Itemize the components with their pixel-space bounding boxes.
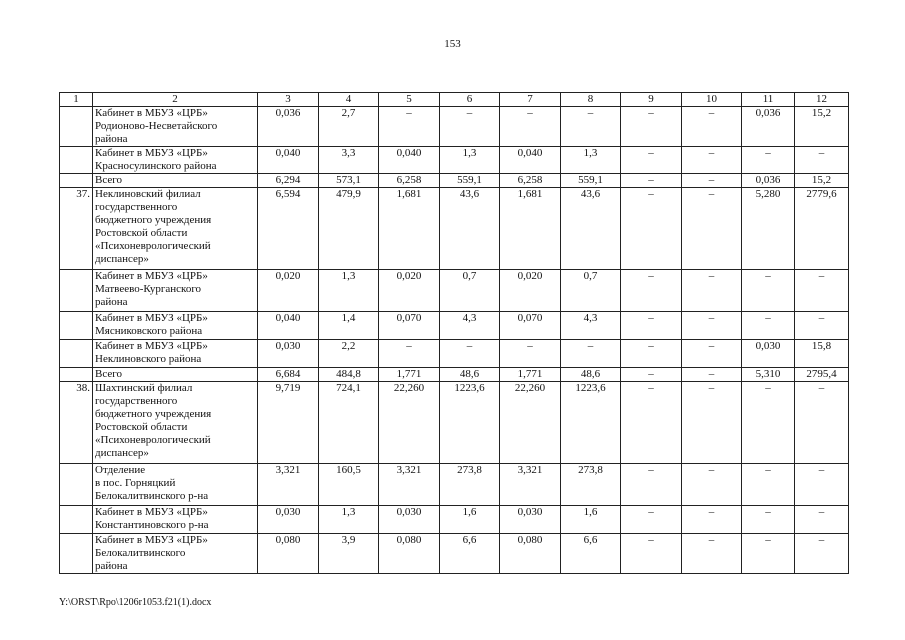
value-cell-col-9: –	[621, 506, 682, 534]
value-cell-col-11: 0,036	[742, 107, 795, 147]
value-cell-col-4: 2,2	[319, 340, 379, 368]
value-cell-col-5: –	[379, 107, 440, 147]
column-number-8: 8	[561, 93, 621, 107]
value-cell-col-4: 3,3	[319, 147, 379, 174]
value-cell-col-4: 484,8	[319, 368, 379, 382]
value-cell-col-4: 1,3	[319, 506, 379, 534]
row-number-cell	[60, 506, 93, 534]
table-row	[60, 464, 849, 506]
value-cell-col-5: 22,260	[379, 382, 440, 464]
value-cell-col-3: 6,294	[258, 174, 319, 188]
value-cell-col-5: 3,321	[379, 464, 440, 506]
table-row	[60, 340, 849, 368]
value-cell-col-8: 6,6	[561, 534, 621, 574]
value-cell-col-11: –	[742, 270, 795, 312]
value-cell-col-3: 9,719	[258, 382, 319, 464]
value-cell-col-3: 3,321	[258, 464, 319, 506]
value-cell-col-4: 479,9	[319, 188, 379, 270]
value-cell-col-8: 0,7	[561, 270, 621, 312]
value-cell-col-8: 1,6	[561, 506, 621, 534]
value-cell-col-6: –	[440, 340, 500, 368]
institution-name-cell: Кабинет в МБУЗ «ЦРБ» Красносулинского района	[93, 147, 258, 174]
row-number-cell: 37.	[60, 188, 93, 270]
file-path-footer: Y:\ORST\Rpo\1206r1053.f21(1).docx	[59, 597, 212, 608]
value-cell-col-10: –	[682, 188, 742, 270]
row-number-cell	[60, 147, 93, 174]
institution-name-cell: Всего	[93, 368, 258, 382]
data-table	[59, 92, 849, 574]
value-cell-col-12: 15,2	[795, 174, 849, 188]
value-cell-col-3: 0,080	[258, 534, 319, 574]
table-row	[60, 312, 849, 340]
value-cell-col-9: –	[621, 534, 682, 574]
value-cell-col-4: 2,7	[319, 107, 379, 147]
table-row	[60, 534, 849, 574]
value-cell-col-8: 43,6	[561, 188, 621, 270]
row-number-cell	[60, 340, 93, 368]
value-cell-col-3: 6,684	[258, 368, 319, 382]
row-number-cell: 38.	[60, 382, 93, 464]
column-number-6: 6	[440, 93, 500, 107]
value-cell-col-8: 1,3	[561, 147, 621, 174]
value-cell-col-5: 0,020	[379, 270, 440, 312]
institution-name-cell: Кабинет в МБУЗ «ЦРБ» Родионово-Несветайского района	[93, 107, 258, 147]
value-cell-col-8: 48,6	[561, 368, 621, 382]
value-cell-col-7: 1,681	[500, 188, 561, 270]
row-number-cell	[60, 107, 93, 147]
value-cell-col-8: –	[561, 340, 621, 368]
institution-name-cell: Всего	[93, 174, 258, 188]
column-number-11: 11	[742, 93, 795, 107]
value-cell-col-11: –	[742, 464, 795, 506]
value-cell-col-11: 5,310	[742, 368, 795, 382]
value-cell-col-9: –	[621, 312, 682, 340]
value-cell-col-9: –	[621, 147, 682, 174]
value-cell-col-6: 1,3	[440, 147, 500, 174]
value-cell-col-9: –	[621, 174, 682, 188]
value-cell-col-6: –	[440, 107, 500, 147]
value-cell-col-12: –	[795, 270, 849, 312]
institution-name-cell: Кабинет в МБУЗ «ЦРБ» Матвеево-Курганского района	[93, 270, 258, 312]
institution-name-cell: Кабинет в МБУЗ «ЦРБ» Неклиновского района	[93, 340, 258, 368]
value-cell-col-6: 559,1	[440, 174, 500, 188]
value-cell-col-11: –	[742, 147, 795, 174]
value-cell-col-3: 0,036	[258, 107, 319, 147]
value-cell-col-10: –	[682, 270, 742, 312]
table-row	[60, 147, 849, 174]
column-number-4: 4	[319, 93, 379, 107]
value-cell-col-12: –	[795, 464, 849, 506]
institution-name-cell: Кабинет в МБУЗ «ЦРБ» Белокалитвинского района	[93, 534, 258, 574]
value-cell-col-12: –	[795, 147, 849, 174]
institution-name-cell: Шахтинский филиал государственного бюджетного учреждения Ростовской области «Психоневрологический диспансер»	[93, 382, 258, 464]
value-cell-col-10: –	[682, 534, 742, 574]
value-cell-col-5: 0,040	[379, 147, 440, 174]
value-cell-col-3: 0,040	[258, 312, 319, 340]
value-cell-col-7: 1,771	[500, 368, 561, 382]
table-row	[60, 174, 849, 188]
value-cell-col-7: 0,040	[500, 147, 561, 174]
table-row	[60, 368, 849, 382]
value-cell-col-11: 5,280	[742, 188, 795, 270]
column-number-9: 9	[621, 93, 682, 107]
column-number-12: 12	[795, 93, 849, 107]
value-cell-col-10: –	[682, 174, 742, 188]
value-cell-col-9: –	[621, 382, 682, 464]
value-cell-col-7: 0,070	[500, 312, 561, 340]
value-cell-col-7: –	[500, 340, 561, 368]
value-cell-col-9: –	[621, 368, 682, 382]
value-cell-col-8: 4,3	[561, 312, 621, 340]
value-cell-col-10: –	[682, 107, 742, 147]
value-cell-col-10: –	[682, 464, 742, 506]
value-cell-col-6: 6,6	[440, 534, 500, 574]
table-row	[60, 382, 849, 464]
value-cell-col-9: –	[621, 107, 682, 147]
column-number-3: 3	[258, 93, 319, 107]
value-cell-col-9: –	[621, 188, 682, 270]
column-number-7: 7	[500, 93, 561, 107]
institution-name-cell: Неклиновский филиал государственного бюджетного учреждения Ростовской области «Психоневрологический диспансер»	[93, 188, 258, 270]
value-cell-col-11: –	[742, 506, 795, 534]
value-cell-col-6: 48,6	[440, 368, 500, 382]
value-cell-col-5: 1,681	[379, 188, 440, 270]
value-cell-col-10: –	[682, 340, 742, 368]
table-row	[60, 506, 849, 534]
value-cell-col-3: 6,594	[258, 188, 319, 270]
value-cell-col-7: 0,080	[500, 534, 561, 574]
value-cell-col-4: 3,9	[319, 534, 379, 574]
institution-name-cell: Отделение в пос. Горняцкий Белокалитвинского р-на	[93, 464, 258, 506]
value-cell-col-7: 3,321	[500, 464, 561, 506]
value-cell-col-5: 0,080	[379, 534, 440, 574]
value-cell-col-7: 6,258	[500, 174, 561, 188]
value-cell-col-8: 1223,6	[561, 382, 621, 464]
institution-name-cell: Кабинет в МБУЗ «ЦРБ» Константиновского р-на	[93, 506, 258, 534]
value-cell-col-7: 22,260	[500, 382, 561, 464]
value-cell-col-4: 160,5	[319, 464, 379, 506]
value-cell-col-5: 1,771	[379, 368, 440, 382]
value-cell-col-12: –	[795, 506, 849, 534]
value-cell-col-8: –	[561, 107, 621, 147]
value-cell-col-6: 43,6	[440, 188, 500, 270]
value-cell-col-7: 0,020	[500, 270, 561, 312]
value-cell-col-12: 2795,4	[795, 368, 849, 382]
value-cell-col-11: 0,036	[742, 174, 795, 188]
value-cell-col-9: –	[621, 340, 682, 368]
row-number-cell	[60, 174, 93, 188]
value-cell-col-12: –	[795, 312, 849, 340]
value-cell-col-11: –	[742, 382, 795, 464]
value-cell-col-8: 559,1	[561, 174, 621, 188]
value-cell-col-5: –	[379, 340, 440, 368]
value-cell-col-4: 1,3	[319, 270, 379, 312]
value-cell-col-6: 273,8	[440, 464, 500, 506]
value-cell-col-6: 4,3	[440, 312, 500, 340]
value-cell-col-3: 0,040	[258, 147, 319, 174]
value-cell-col-8: 273,8	[561, 464, 621, 506]
row-number-cell	[60, 464, 93, 506]
value-cell-col-12: 2779,6	[795, 188, 849, 270]
value-cell-col-4: 573,1	[319, 174, 379, 188]
row-number-cell	[60, 368, 93, 382]
institution-name-cell: Кабинет в МБУЗ «ЦРБ» Мясниковского района	[93, 312, 258, 340]
value-cell-col-11: –	[742, 534, 795, 574]
value-cell-col-9: –	[621, 464, 682, 506]
value-cell-col-5: 0,070	[379, 312, 440, 340]
value-cell-col-7: –	[500, 107, 561, 147]
column-number-2: 2	[93, 93, 258, 107]
column-number-1: 1	[60, 93, 93, 107]
row-number-cell	[60, 270, 93, 312]
value-cell-col-6: 1223,6	[440, 382, 500, 464]
value-cell-col-6: 0,7	[440, 270, 500, 312]
value-cell-col-3: 0,020	[258, 270, 319, 312]
value-cell-col-12: 15,8	[795, 340, 849, 368]
table-row	[60, 188, 849, 270]
value-cell-col-3: 0,030	[258, 506, 319, 534]
value-cell-col-10: –	[682, 382, 742, 464]
value-cell-col-6: 1,6	[440, 506, 500, 534]
page-number: 153	[444, 38, 461, 50]
value-cell-col-5: 6,258	[379, 174, 440, 188]
column-number-10: 10	[682, 93, 742, 107]
value-cell-col-12: 15,2	[795, 107, 849, 147]
table-row	[60, 270, 849, 312]
value-cell-col-11: –	[742, 312, 795, 340]
table-header-row	[60, 93, 849, 107]
value-cell-col-4: 724,1	[319, 382, 379, 464]
value-cell-col-11: 0,030	[742, 340, 795, 368]
value-cell-col-12: –	[795, 534, 849, 574]
row-number-cell	[60, 534, 93, 574]
value-cell-col-10: –	[682, 506, 742, 534]
value-cell-col-12: –	[795, 382, 849, 464]
value-cell-col-4: 1,4	[319, 312, 379, 340]
value-cell-col-9: –	[621, 270, 682, 312]
value-cell-col-5: 0,030	[379, 506, 440, 534]
value-cell-col-10: –	[682, 368, 742, 382]
row-number-cell	[60, 312, 93, 340]
value-cell-col-7: 0,030	[500, 506, 561, 534]
table-row	[60, 107, 849, 147]
column-number-5: 5	[379, 93, 440, 107]
value-cell-col-10: –	[682, 312, 742, 340]
value-cell-col-3: 0,030	[258, 340, 319, 368]
value-cell-col-10: –	[682, 147, 742, 174]
